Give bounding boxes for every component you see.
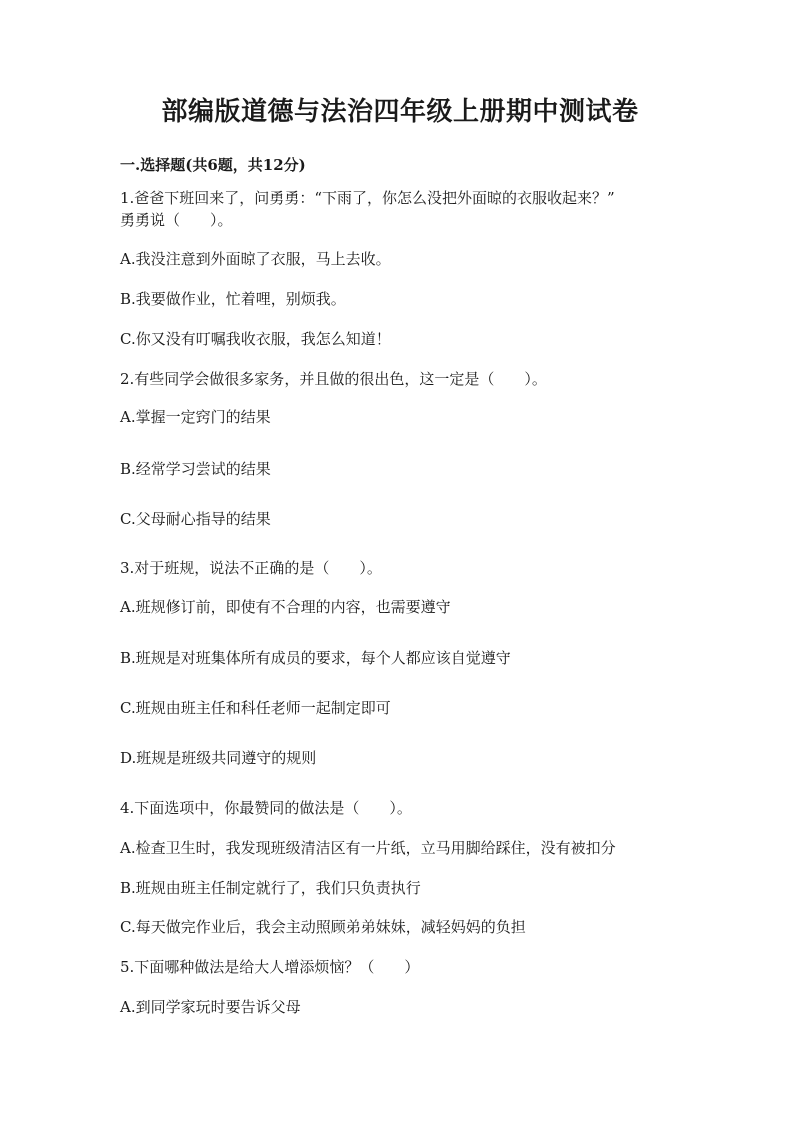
question-4-option-a: A.检查卫生时，我发现班级清洁区有一片纸，立马用脚给踩住，没有被扣分 [120,839,616,857]
question-1-stem-line-2: 勇勇说（ ）。 [120,211,233,229]
question-3-option-b: B.班规是对班集体所有成员的要求，每个人都应该自觉遵守 [120,649,511,667]
question-2-option-b: B.经常学习尝试的结果 [120,460,271,478]
question-4-option-b: B.班规由班主任制定就行了，我们只负责执行 [120,879,421,897]
question-2-option-a: A.掌握一定窍门的结果 [120,408,271,426]
question-3-option-c: C.班规由班主任和科任老师一起制定即可 [120,699,391,717]
question-1-stem-line-1: 1.爸爸下班回来了，问勇勇：“下雨了，你怎么没把外面晾的衣服收起来？” [120,189,615,207]
question-1-option-c: C.你又没有叮嘱我收衣服，我怎么知道！ [120,330,391,348]
question-4-option-c: C.每天做完作业后，我会主动照顾弟弟妹妹，减轻妈妈的负担 [120,918,526,936]
question-5-option-a: A.到同学家玩时要告诉父母 [120,998,301,1016]
question-4-stem: 4.下面选项中，你最赞同的做法是（ ）。 [120,799,412,817]
question-1-option-a: A.我没注意到外面晾了衣服，马上去收。 [120,250,391,268]
question-2-stem: 2.有些同学会做很多家务，并且做的很出色，这一定是（ ）。 [120,370,547,388]
question-3-stem: 3.对于班规，说法不正确的是（ ）。 [120,559,382,577]
question-1-option-b: B.我要做作业，忙着哩，别烦我。 [120,290,346,308]
section-heading: 一.选择题(共6题，共12分) [120,156,306,174]
page-title: 部编版道德与法治四年级上册期中测试卷 [161,97,639,127]
question-5-stem: 5.下面哪种做法是给大人增添烦恼？（ ） [120,958,420,976]
question-3-option-a: A.班规修订前，即使有不合理的内容，也需要遵守 [120,598,451,616]
question-3-option-d: D.班规是班级共同遵守的规则 [120,749,317,767]
question-2-option-c: C.父母耐心指导的结果 [120,510,271,528]
